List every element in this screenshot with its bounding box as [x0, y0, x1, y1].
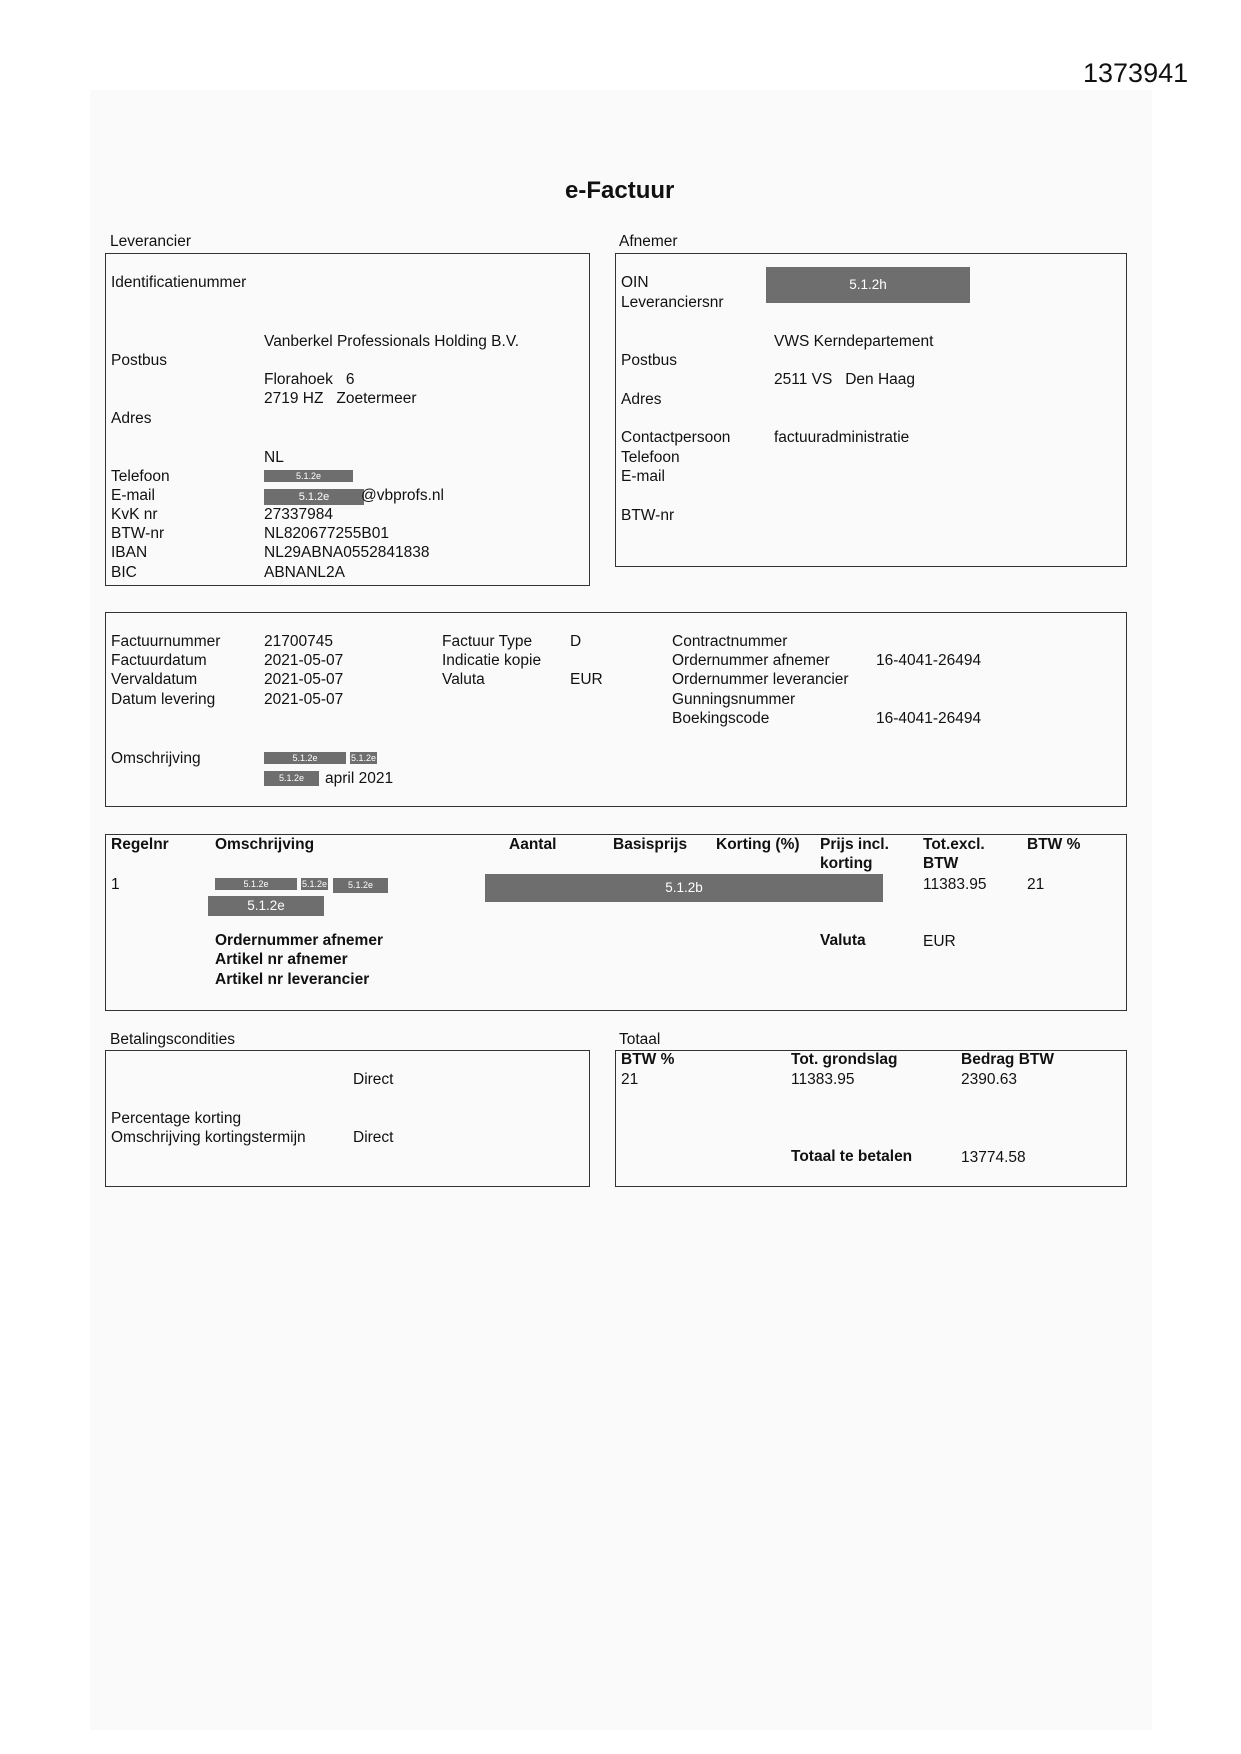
- label-vervaldatum: Vervaldatum: [111, 671, 198, 688]
- row-tot-excl-btw: 11383.95: [923, 876, 987, 893]
- afnemer-label-oin: OIN: [621, 274, 649, 291]
- leverancier-street: Florahoek 6: [264, 371, 355, 388]
- totaal-te-betalen-value: 13774.58: [961, 1149, 1026, 1166]
- col-header-prijs-incl-korting: Prijs incl. korting: [820, 836, 889, 872]
- col-header-omschrijving: Omschrijving: [215, 836, 315, 853]
- afnemer-name: VWS Kerndepartement: [774, 333, 934, 350]
- afnemer-contact: factuuradministratie: [774, 429, 910, 446]
- totaal-col-bedrag-btw: Bedrag BTW: [961, 1051, 1054, 1068]
- row-regelnr: 1: [111, 876, 120, 893]
- value-factuur-type: D: [570, 633, 582, 650]
- label-artikel-nr-afnemer: Artikel nr afnemer: [215, 951, 348, 968]
- redacted-omschrijving-3: 5.1.2e: [264, 771, 319, 786]
- afnemer-label-btw: BTW-nr: [621, 507, 675, 524]
- label-ordernummer-afnemer-regel: Ordernummer afnemer: [215, 932, 383, 949]
- redacted-omschrijving-1: 5.1.2e: [264, 752, 346, 764]
- col-header-korting: Korting (%): [716, 836, 800, 853]
- leverancier-city: 2719 HZ Zoetermeer: [264, 390, 417, 407]
- leverancier-name: Vanberkel Professionals Holding B.V.: [264, 333, 520, 350]
- redacted-row-2: 5.1.2e: [301, 879, 328, 889]
- redacted-row-4: 5.1.2e: [208, 896, 324, 916]
- value-omschrijving-kortingstermijn: Direct: [353, 1129, 394, 1146]
- redacted-oin: 5.1.2h: [766, 267, 970, 303]
- leverancier-kvk: 27337984: [264, 506, 333, 523]
- label-indicatie-kopie: Indicatie kopie: [442, 652, 542, 669]
- leverancier-iban: NL29ABNA0552841838: [264, 544, 430, 561]
- label-datum-levering: Datum levering: [111, 691, 216, 708]
- leverancier-bic: ABNANL2A: [264, 564, 345, 581]
- afnemer-label-adres: Adres: [621, 391, 662, 408]
- label-boekingscode: Boekingscode: [672, 710, 770, 727]
- row-btw-perc: 21: [1027, 876, 1045, 893]
- leverancier-label-telefoon: Telefoon: [111, 468, 170, 485]
- redacted-email: 5.1.2e: [264, 489, 364, 505]
- label-artikel-nr-leverancier: Artikel nr leverancier: [215, 971, 370, 988]
- redacted-row-3: 5.1.2e: [333, 878, 388, 893]
- leverancier-country: NL: [264, 449, 284, 466]
- afnemer-heading: Afnemer: [619, 233, 678, 250]
- omschrijving-suffix: april 2021: [325, 770, 394, 787]
- col-header-regelnr: Regelnr: [111, 836, 169, 853]
- col-header-btw-perc: BTW %: [1027, 836, 1081, 853]
- page-title: e-Factuur: [565, 177, 675, 204]
- label-valuta: Valuta: [442, 671, 485, 688]
- totaal-heading: Totaal: [619, 1031, 661, 1048]
- document-id: 1373941: [1083, 58, 1189, 88]
- afnemer-label-leveranciersnr: Leveranciersnr: [621, 294, 724, 311]
- leverancier-label-kvk: KvK nr: [111, 506, 158, 523]
- value-datum-levering: 2021-05-07: [264, 691, 344, 708]
- redacted-row-block: 5.1.2b: [485, 874, 883, 902]
- afnemer-label-postbus: Postbus: [621, 352, 678, 369]
- totaal-value-bedrag-btw: 2390.63: [961, 1071, 1018, 1088]
- leverancier-label-bic: BIC: [111, 564, 137, 581]
- leverancier-label-email: E-mail: [111, 487, 155, 504]
- betalingscondities-heading: Betalingscondities: [110, 1031, 235, 1048]
- col-header-basisprijs: Basisprijs: [613, 836, 688, 853]
- label-ordernummer-afnemer: Ordernummer afnemer: [672, 652, 830, 669]
- label-contractnummer: Contractnummer: [672, 633, 788, 650]
- leverancier-email-domain: @vbprofs.nl: [361, 487, 444, 504]
- label-factuur-type: Factuur Type: [442, 633, 533, 650]
- value-valuta: EUR: [570, 671, 603, 688]
- leverancier-label-postbus: Postbus: [111, 352, 168, 369]
- redacted-omschrijving-2: 5.1.2e: [350, 753, 377, 763]
- value-factuurdatum: 2021-05-07: [264, 652, 344, 669]
- totaal-col-btw-perc: BTW %: [621, 1051, 675, 1068]
- leverancier-label-btw: BTW-nr: [111, 525, 165, 542]
- col-header-aantal: Aantal: [509, 836, 557, 853]
- totaal-value-btw-perc: 21: [621, 1071, 639, 1088]
- leverancier-heading: Leverancier: [110, 233, 191, 250]
- totaal-box: [615, 1050, 1127, 1187]
- value-factuurnummer: 21700745: [264, 633, 333, 650]
- betaling-direct: Direct: [353, 1071, 394, 1088]
- label-valuta-regel: Valuta: [820, 932, 866, 949]
- afnemer-label-contactpersoon: Contactpersoon: [621, 429, 731, 446]
- value-vervaldatum: 2021-05-07: [264, 671, 344, 688]
- label-gunningsnummer: Gunningsnummer: [672, 691, 796, 708]
- leverancier-label-identificatienummer: Identificatienummer: [111, 274, 247, 291]
- leverancier-label-iban: IBAN: [111, 544, 148, 561]
- totaal-te-betalen-label: Totaal te betalen: [791, 1148, 913, 1165]
- value-boekingscode: 16-4041-26494: [876, 710, 982, 727]
- label-ordernummer-leverancier: Ordernummer leverancier: [672, 671, 849, 688]
- afnemer-city: 2511 VS Den Haag: [774, 371, 916, 388]
- label-omschrijving: Omschrijving: [111, 750, 201, 767]
- leverancier-label-adres: Adres: [111, 410, 152, 427]
- afnemer-label-telefoon: Telefoon: [621, 449, 680, 466]
- totaal-value-grondslag: 11383.95: [791, 1071, 855, 1088]
- redacted-row-1: 5.1.2e: [215, 878, 297, 890]
- value-valuta-regel: EUR: [923, 933, 956, 950]
- value-ordernummer-afnemer: 16-4041-26494: [876, 652, 982, 669]
- col-header-tot-excl-btw: Tot.excl. BTW: [923, 836, 985, 872]
- label-factuurdatum: Factuurdatum: [111, 652, 207, 669]
- label-omschrijving-kortingstermijn: Omschrijving kortingstermijn: [111, 1129, 306, 1146]
- redacted-telefoon: 5.1.2e: [264, 470, 353, 482]
- totaal-col-grondslag: Tot. grondslag: [791, 1051, 898, 1068]
- afnemer-label-email: E-mail: [621, 468, 665, 485]
- label-percentage-korting: Percentage korting: [111, 1110, 242, 1127]
- label-factuurnummer: Factuurnummer: [111, 633, 221, 650]
- leverancier-btw: NL820677255B01: [264, 525, 389, 542]
